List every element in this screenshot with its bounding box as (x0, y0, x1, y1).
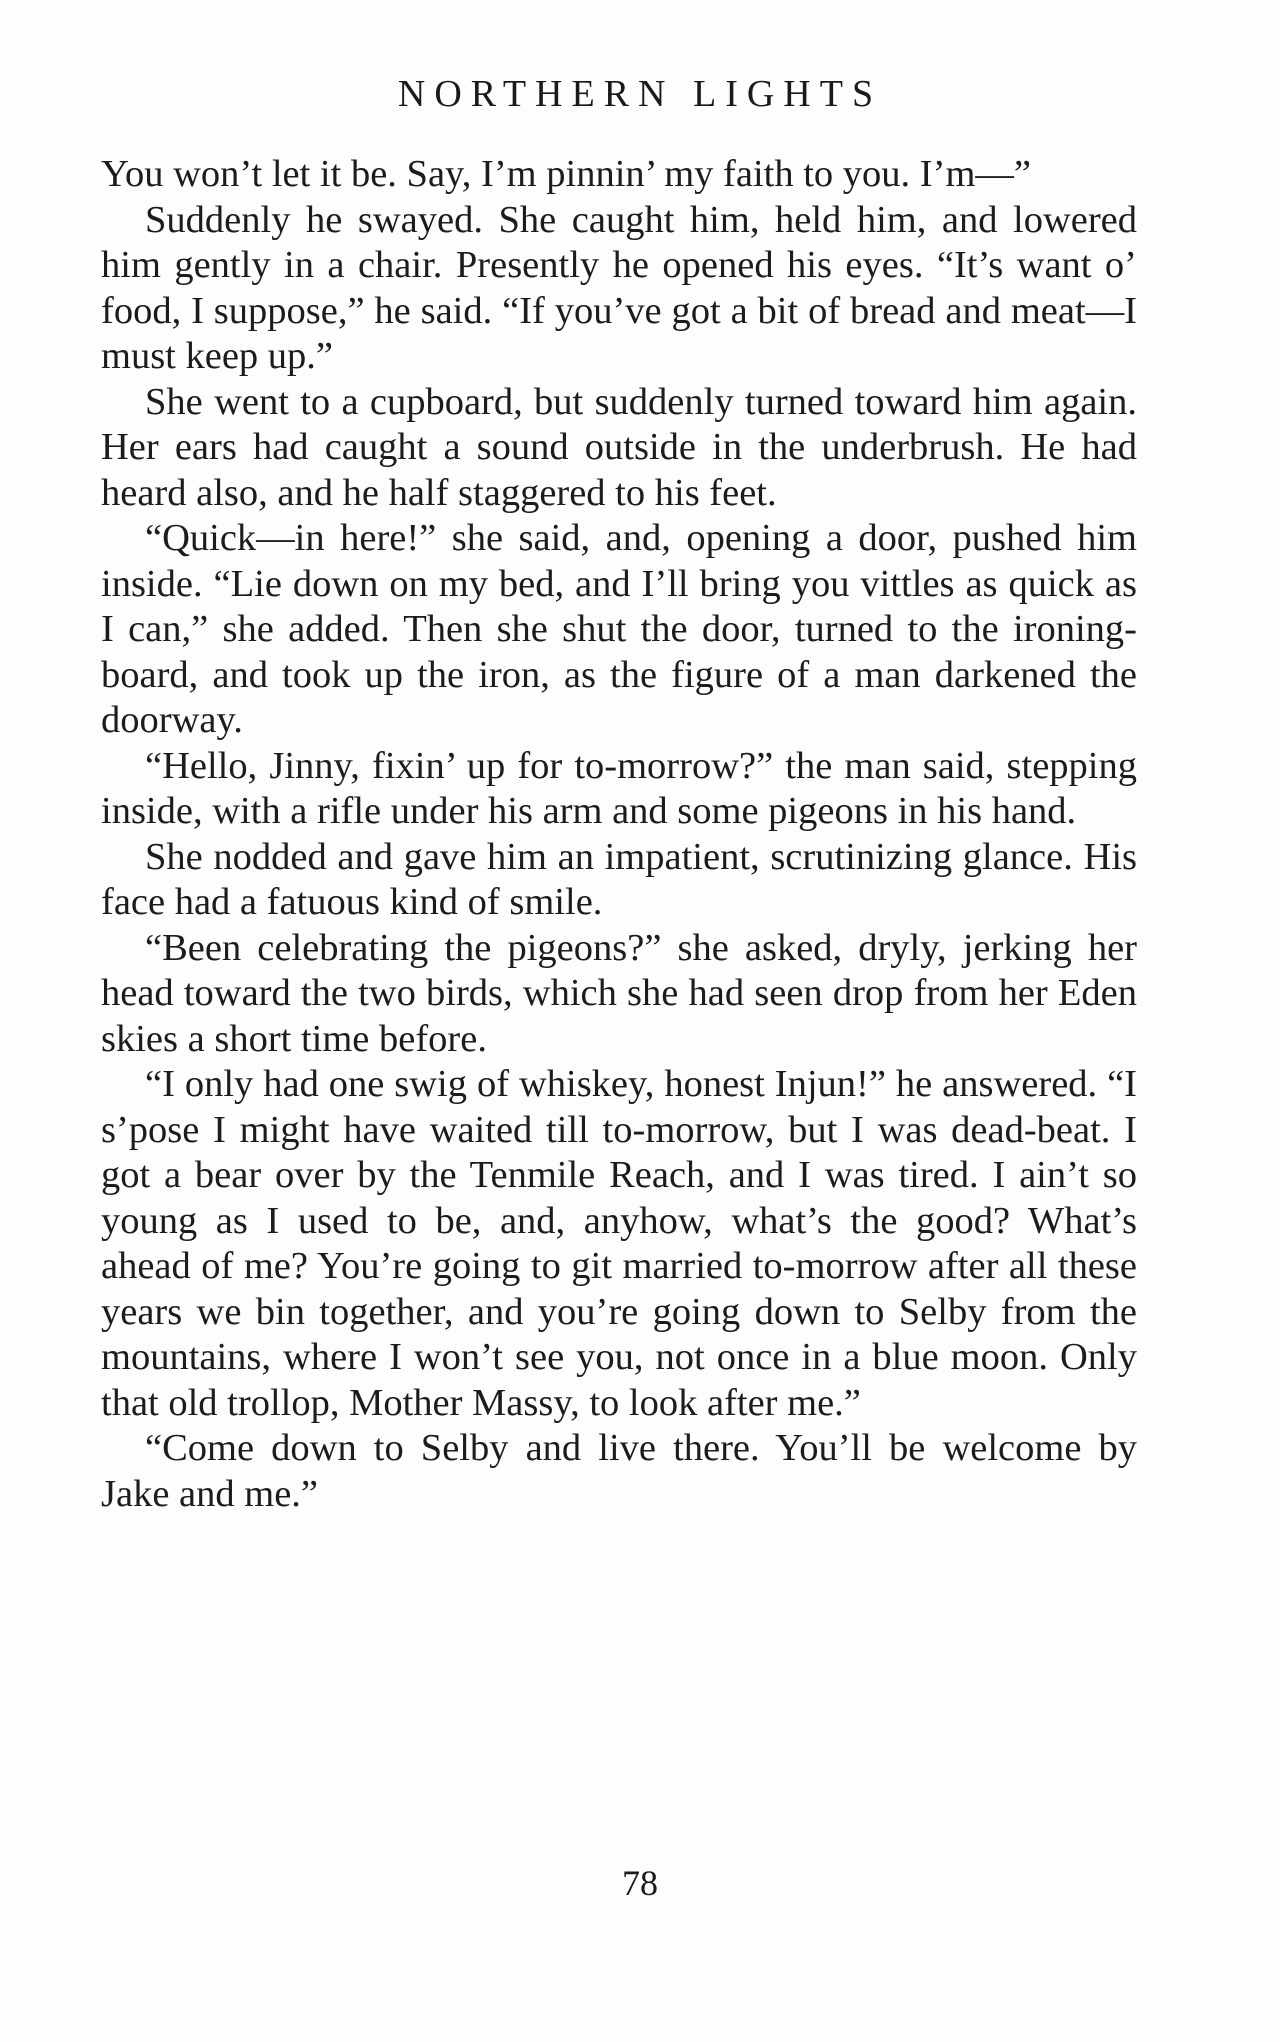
paragraph: Suddenly he swayed. She caught him, held him, and lowered him gently in a chair. Presently he opened his eyes. “It’s want o’ food, I suppose,” he said. “If you’ve got a bit of bread and meat—I must keep up.” (101, 198, 1137, 377)
running-head: NORTHERN LIGHTS (397, 73, 883, 115)
body-text (101, 152, 1137, 1517)
paragraph: She nodded and gave him an impatient, scrutinizing glance. His face had a fatuous kind of smile. (101, 835, 1137, 923)
paragraph: “Come down to Selby and live there. You’ll be welcome by Jake and me.” (101, 1427, 1137, 1515)
paragraph: “I only had one swig of whiskey, honest Injun!” he answered. “I s’pose I might have waited till to-morrow, but I was dead-beat. I got a bear over by the Tenmile Reach, and I was tired. I ain’t so young as I used to be, and, anyhow, what’s the good? What’s ahead of me? You’re going to git married to-morrow after all these years we bin together, and you’re going down to Selby from the mountains, where I won’t see you, not once in a blue moon. Only that old trollop, Mother Massy, to look after me.” (101, 1063, 1137, 1424)
paragraph-continued: You won’t let it be. Say, I’m pinnin’ my faith to you. I’m—” (101, 153, 1031, 195)
paragraph: She went to a cupboard, but suddenly turned toward him again. Her ears had caught a sound outside in the underbrush. He had heard also, and he half staggered to his feet. (101, 380, 1137, 514)
page-number: 78 (622, 1863, 658, 1903)
paragraph: “Hello, Jinny, fixin’ up for to-morrow?” the man said, stepping inside, with a rifle under his arm and some pigeons in his hand. (101, 744, 1137, 832)
paragraph: “Quick—in here!” she said, and, opening a door, pushed him inside. “Lie down on my bed, and I’ll bring you vittles as quick as I can,” she added. Then she shut the door, turned to the ironing-board, and took up the iron, as the figure of a man darkened the doorway. (101, 517, 1137, 741)
paragraph: “Been celebrating the pigeons?” she asked, dryly, jerking her head toward the two birds, which she had seen drop from her Eden skies a short time before. (101, 926, 1137, 1060)
